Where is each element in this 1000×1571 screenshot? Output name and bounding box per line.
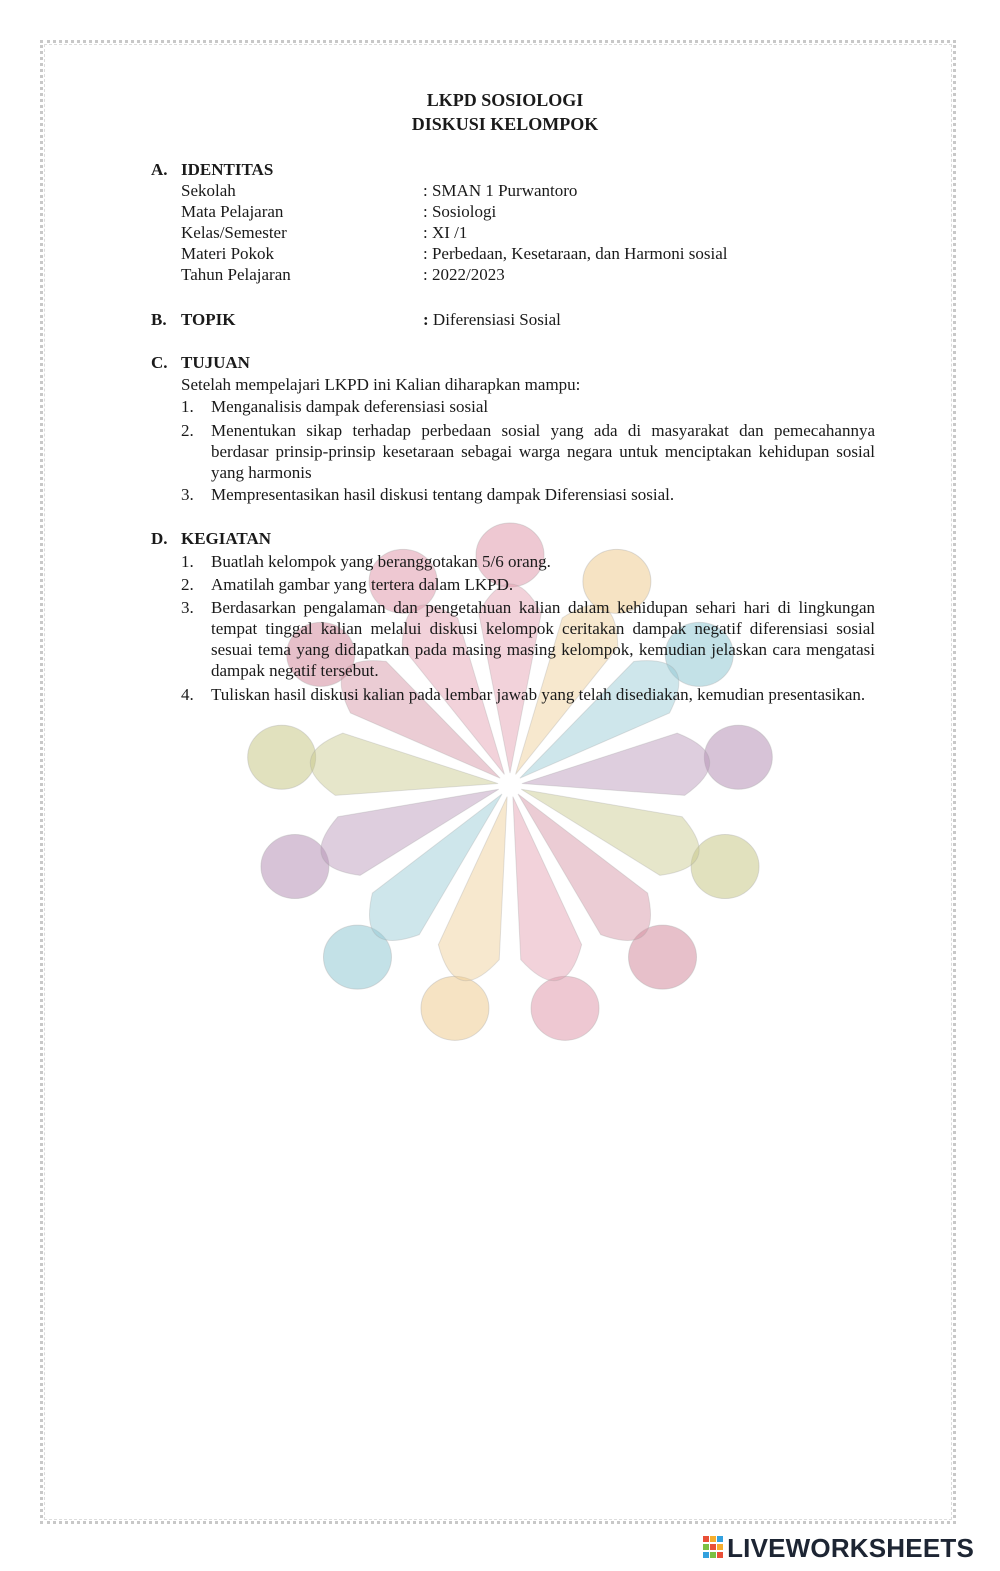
tujuan-item-number: 2. xyxy=(181,421,194,440)
kegiatan-item-text: Berdasarkan pengalaman dan pengetahuan kalian dalam kehidupan sehari hari di lingkungan tempat tinggal kalian melalui diskusi kelompok ceritakan dampak negatif diferensiasi sosial sesuai tema yang didapatkan pada masing masing kelompok, kemudian jelaskan cara mengatasi dampak negatif tersebut. xyxy=(211,598,875,680)
brand-name: LIVEWORKSHEETS xyxy=(727,1532,974,1563)
topik-value xyxy=(423,309,561,330)
tujuan-item-text: Mempresentasikan hasil diskusi tentang dampak Diferensiasi sosial. xyxy=(211,485,675,504)
identitas-label: Tahun Pelajaran xyxy=(181,265,291,284)
topik-colon: : xyxy=(423,310,429,329)
kegiatan-item-number: 4. xyxy=(181,685,194,704)
tujuan-item-text: Menganalisis dampak deferensiasi sosial xyxy=(211,397,489,416)
identitas-value: : Sosiologi xyxy=(423,202,497,221)
kegiatan-item-number: 3. xyxy=(181,598,194,617)
tujuan-item-text: Menentukan sikap terhadap perbedaan sosial yang ada di masyarakat dan pemecahannya berdasar prinsip-prinsip kesetaraan sebagai warga negara untuk menciptakan kehidupan sosial yang harmonis xyxy=(211,421,875,482)
section-b-letter: B. xyxy=(151,310,167,329)
identitas-value: : Perbedaan, Kesetaraan, dan Harmoni sosial xyxy=(423,244,728,263)
identitas-label: Kelas/Semester xyxy=(181,223,287,242)
identitas-label: Materi Pokok xyxy=(181,244,275,263)
kegiatan-item-number: 2. xyxy=(181,575,194,594)
section-c-letter: C. xyxy=(151,353,168,372)
section-d-letter: D. xyxy=(151,529,168,548)
identitas-value: : XI /1 xyxy=(423,223,468,242)
kegiatan-item-text: Buatlah kelompok yang beranggotakan 5/6 orang. xyxy=(211,552,551,571)
tujuan-intro: Setelah mempelajari LKPD ini Kalian diharapkan mampu: xyxy=(181,375,581,394)
section-b-heading: TOPIK xyxy=(181,310,236,329)
identitas-label: Sekolah xyxy=(181,181,236,200)
kegiatan-item-text: Amatilah gambar yang tertera dalam LKPD. xyxy=(211,575,514,594)
section-d-heading: KEGIATAN xyxy=(181,529,272,548)
tujuan-item-number: 1. xyxy=(181,397,194,416)
kegiatan-item-number: 1. xyxy=(181,552,194,571)
section-c-heading: TUJUAN xyxy=(181,353,250,372)
identitas-value: : SMAN 1 Purwantoro xyxy=(423,181,578,200)
topik-text: Diferensiasi Sosial xyxy=(428,310,561,329)
title-line1: LKPD SOSIOLOGI xyxy=(426,90,584,110)
liveworksheets-brand[interactable] xyxy=(702,1532,974,1564)
section-a-letter: A. xyxy=(151,160,168,179)
tujuan-item-number: 3. xyxy=(181,485,194,504)
title-line2: DISKUSI KELOMPOK xyxy=(411,114,599,134)
section-a-heading: IDENTITAS xyxy=(181,160,274,179)
kegiatan-item-text: Tuliskan hasil diskusi kalian pada lembar jawab yang telah disediakan, kemudian presentasikan. xyxy=(211,685,866,704)
liveworksheets-logo-icon xyxy=(702,1535,724,1561)
identitas-label: Mata Pelajaran xyxy=(181,202,284,221)
identitas-value: : 2022/2023 xyxy=(423,265,505,284)
